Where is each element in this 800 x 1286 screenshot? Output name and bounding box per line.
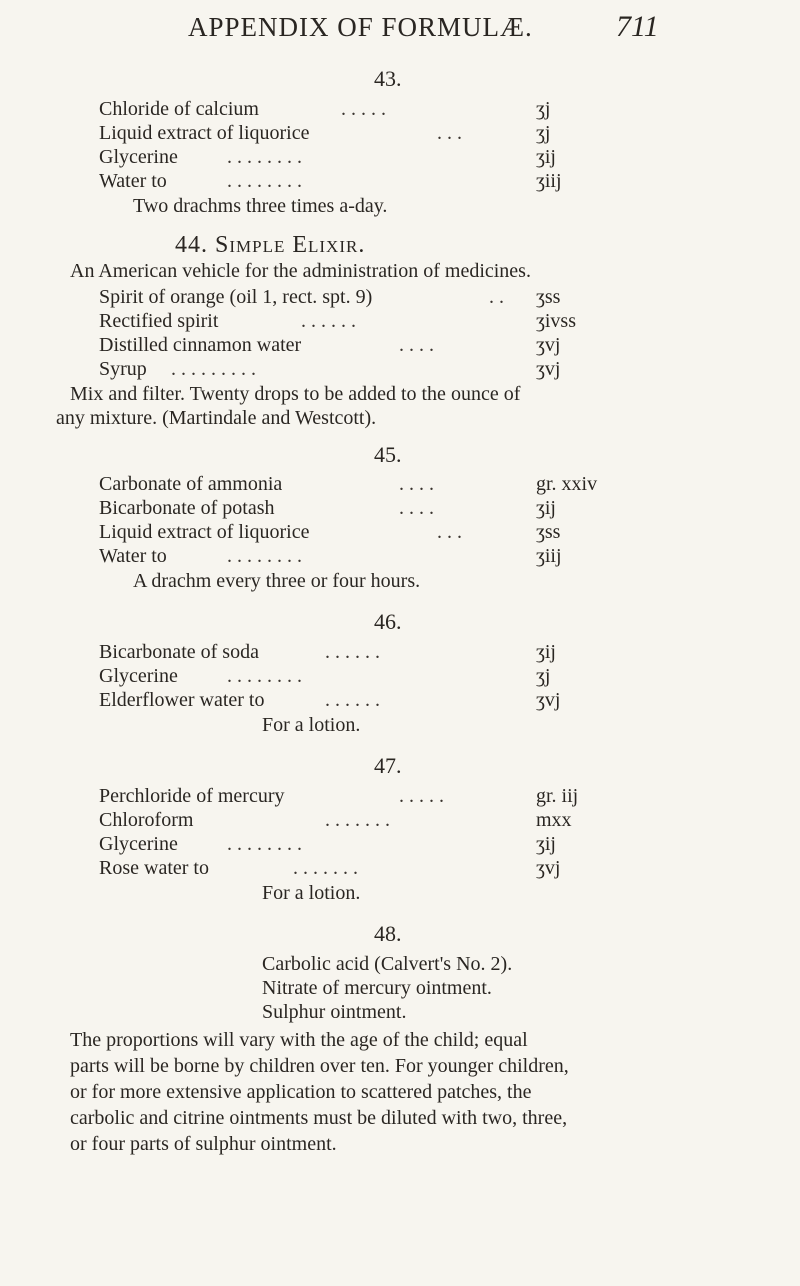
formula-number: 47.	[374, 753, 402, 778]
dot-leader: . . . . .	[341, 98, 386, 120]
dot-leader: . . .	[437, 521, 462, 543]
ingredient-name: Glycerine	[99, 146, 178, 168]
ingredient-row	[99, 521, 659, 547]
ointment-line: Nitrate of mercury ointment.	[262, 977, 492, 999]
ingredient-name: Syrup	[99, 358, 147, 380]
ingredient-quantity: ʒij	[536, 833, 556, 855]
formula-number: 48.	[374, 921, 402, 946]
ointment-line: Carbolic acid (Calvert's No. 2).	[262, 953, 513, 975]
formula-intro: An American vehicle for the administration of medicines.	[70, 260, 531, 282]
ingredient-name: Carbonate of ammonia	[99, 473, 283, 495]
dot-leader: . . . . . . . .	[227, 665, 302, 687]
ingredient-quantity: ʒij	[536, 497, 556, 519]
dosage-direction: For a lotion.	[262, 714, 361, 736]
ingredient-row	[99, 857, 659, 883]
dot-leader: . . . .	[399, 497, 434, 519]
ingredient-row	[99, 497, 659, 523]
ingredient-row	[99, 665, 659, 691]
ingredient-row	[99, 785, 659, 811]
ingredient-name: Spirit of orange (oil 1, rect. spt. 9)	[99, 286, 373, 308]
ingredient-name: Elderflower water to	[99, 689, 265, 711]
running-title: APPENDIX OF FORMULÆ.	[188, 12, 533, 42]
dot-leader: . . . . . . . .	[227, 146, 302, 168]
running-head	[0, 8, 800, 48]
paragraph-line: or four parts of sulphur ointment.	[70, 1133, 337, 1155]
formula-number: 46.	[374, 609, 402, 634]
body-paragraph	[70, 1027, 740, 1157]
dot-leader: . . . . . . . .	[227, 170, 302, 192]
ingredient-quantity: ʒvj	[536, 334, 561, 356]
ingredient-quantity: gr. xxiv	[536, 473, 598, 495]
ingredient-row	[99, 122, 659, 148]
ingredient-row	[99, 809, 659, 835]
dot-leader: . . . . . .	[325, 689, 380, 711]
formula-title: Simple Elixir.	[215, 232, 366, 258]
ingredient-quantity: ʒvj	[536, 689, 561, 711]
dot-leader: . . . . . . . .	[227, 833, 302, 855]
paragraph-line: The proportions will vary with the age of the child; equal	[70, 1029, 528, 1051]
dot-leader: . . . .	[399, 334, 434, 356]
dot-leader: . . .	[437, 122, 462, 144]
formula-note: Mix and filter. Twenty drops to be added to the ounce of	[70, 383, 521, 405]
formula-note: any mixture. (Martindale and Westcott).	[56, 407, 377, 429]
ingredient-row	[99, 98, 659, 124]
ingredient-row	[99, 545, 659, 571]
ointment-line: Sulphur ointment.	[262, 1001, 407, 1023]
ingredient-quantity: ʒj	[536, 122, 551, 144]
dot-leader: . . . . . .	[301, 310, 356, 332]
page-number: 711	[616, 10, 659, 43]
ingredient-name: Glycerine	[99, 665, 178, 687]
ingredient-row	[99, 473, 659, 499]
ingredient-name: Liquid extract of liquorice	[99, 122, 310, 144]
ingredient-name: Bicarbonate of soda	[99, 641, 259, 663]
formula-number: 43.	[374, 66, 402, 91]
ingredient-name: Bicarbonate of potash	[99, 497, 275, 519]
ingredient-row	[99, 310, 659, 336]
ingredient-quantity: ʒiij	[536, 170, 562, 192]
ingredient-name: Water to	[99, 545, 167, 567]
ingredient-row	[99, 286, 659, 312]
ingredient-row	[99, 334, 659, 360]
dot-leader: . . . .	[399, 473, 434, 495]
ingredient-quantity: ʒj	[536, 665, 551, 687]
ingredient-row	[99, 358, 659, 384]
ingredient-quantity: ʒij	[536, 146, 556, 168]
paragraph-line: carbolic and citrine ointments must be diluted with two, three,	[70, 1107, 568, 1129]
formula-number: 44.	[175, 232, 208, 258]
ingredient-quantity: gr. iij	[536, 785, 579, 807]
ingredient-quantity: ʒj	[536, 98, 551, 120]
ingredient-name: Rectified spirit	[99, 310, 219, 332]
ingredient-row	[99, 689, 659, 715]
ingredient-quantity: mxx	[536, 809, 572, 831]
ingredient-quantity: ʒvj	[536, 857, 561, 879]
ingredient-quantity: ʒvj	[536, 358, 561, 380]
ingredient-row	[99, 146, 659, 172]
paragraph-line: parts will be borne by children over ten. For younger children,	[70, 1055, 569, 1077]
formula-heading	[175, 232, 365, 259]
dosage-direction: For a lotion.	[262, 882, 361, 904]
dot-leader: . . . . . . . .	[227, 545, 302, 567]
ingredient-row	[99, 641, 659, 667]
ingredient-quantity: ʒss	[536, 286, 561, 308]
dot-leader: . . . . . . .	[325, 809, 390, 831]
dot-leader: . . . . . . .	[293, 857, 358, 879]
ingredient-row	[99, 170, 659, 196]
dot-leader: . . . . . .	[325, 641, 380, 663]
ingredient-name: Water to	[99, 170, 167, 192]
ingredient-name: Perchloride of mercury	[99, 785, 285, 807]
ingredient-name: Glycerine	[99, 833, 178, 855]
ingredient-quantity: ʒij	[536, 641, 556, 663]
dot-leader: . . . . . . . . .	[171, 358, 256, 380]
ingredient-name: Chloroform	[99, 809, 194, 831]
dosage-direction: A drachm every three or four hours.	[133, 570, 421, 592]
ingredient-row	[99, 833, 659, 859]
ingredient-quantity: ʒiij	[536, 545, 562, 567]
dosage-direction: Two drachms three times a-day.	[133, 195, 388, 217]
formula-number: 45.	[374, 442, 402, 467]
dot-leader: . . . . .	[399, 785, 444, 807]
ingredient-name: Chloride of calcium	[99, 98, 259, 120]
dot-leader: . .	[489, 286, 504, 308]
ingredient-name: Distilled cinnamon water	[99, 334, 302, 356]
ingredient-quantity: ʒss	[536, 521, 561, 543]
paragraph-line: or for more extensive application to scattered patches, the	[70, 1081, 532, 1103]
ingredient-name: Rose water to	[99, 857, 209, 879]
ingredient-name: Liquid extract of liquorice	[99, 521, 310, 543]
ingredient-quantity: ʒivss	[536, 310, 576, 332]
